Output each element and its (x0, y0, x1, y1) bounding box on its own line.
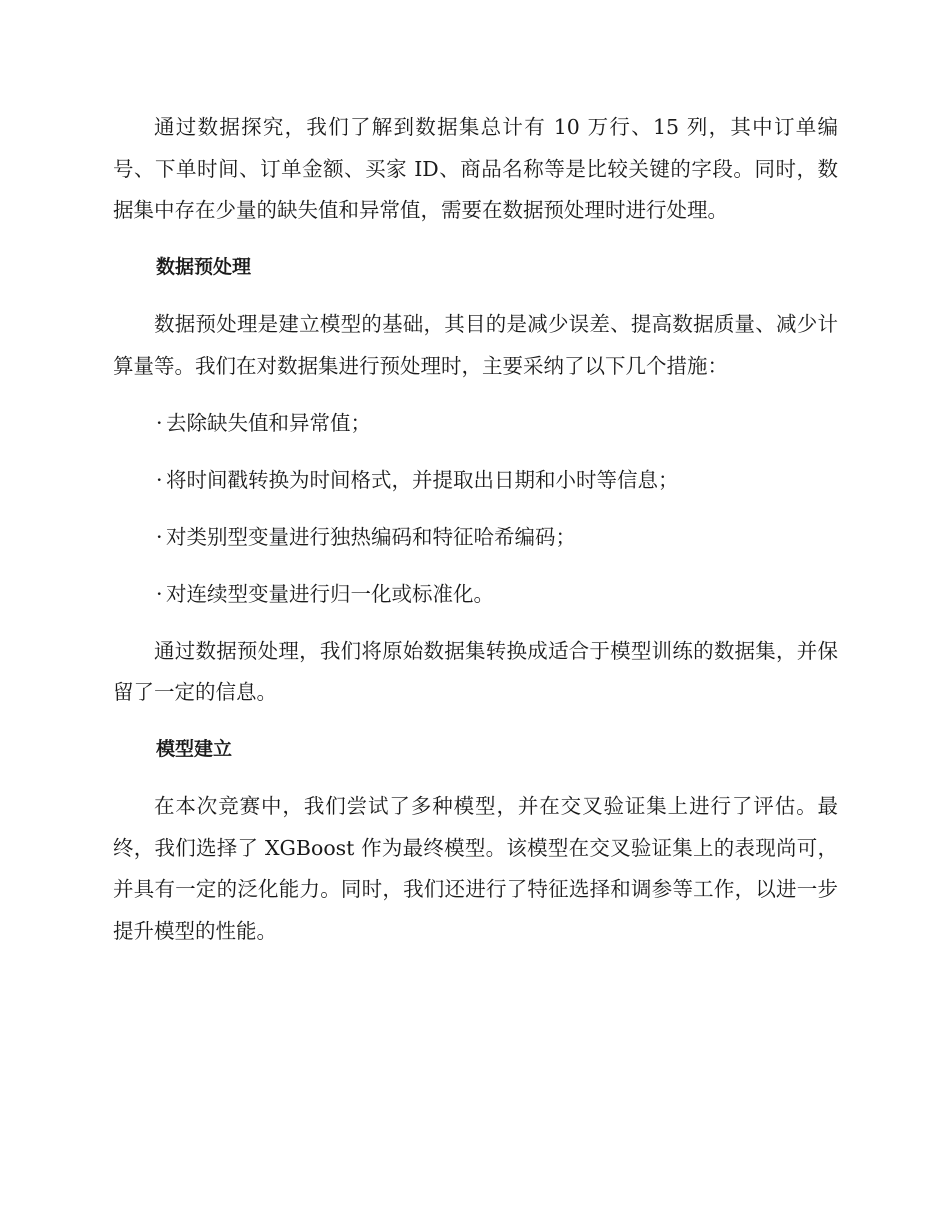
bullet-text: 对连续型变量进行归一化或标准化。 (166, 581, 494, 606)
bullet-marker: · (156, 467, 163, 492)
bullet-marker: · (156, 410, 163, 435)
bullet-item (113, 574, 838, 616)
model-paragraph: 在本次竞赛中，我们尝试了多种模型，并在交叉验证集上进行了评估。最终，我们选择了 XGBoost 作为最终模型。该模型在交叉验证集上的表现尚可，并具有一定的泛化能力。同时，我们还进行了特征选择和调参等工作，以进一步提升模型的性能。 (113, 794, 838, 943)
document-body (113, 107, 838, 968)
bullet-text: 将时间戳转换为时间格式，并提取出日期和小时等信息； (166, 467, 679, 492)
bullet-item (113, 460, 838, 502)
bullet-marker: · (156, 524, 163, 549)
bullet-item (113, 403, 838, 445)
preprocess-result-paragraph: 通过数据预处理，我们将原始数据集转换成适合于模型训练的数据集，并保留了一定的信息。 (113, 638, 838, 704)
bullet-item (113, 517, 838, 559)
bullet-text: 对类别型变量进行独热编码和特征哈希编码； (166, 524, 576, 549)
bullet-text: 去除缺失值和异常值； (166, 410, 371, 435)
section-heading-model: 模型建立 (156, 738, 233, 760)
intro-paragraph: 通过数据探究，我们了解到数据集总计有 10 万行、15 列，其中订单编号、下单时间、订单金额、买家 ID、商品名称等是比较关键的字段。同时，数据集中存在少量的缺失值和异常值，需要在数据预处理时进行处理。 (113, 115, 838, 222)
section-heading-preprocess: 数据预处理 (156, 256, 252, 278)
bullet-marker: · (156, 581, 163, 606)
preprocess-paragraph: 数据预处理是建立模型的基础，其目的是减少误差、提高数据质量、减少计算量等。我们在对数据集进行预处理时，主要采纳了以下几个措施： (113, 312, 838, 378)
